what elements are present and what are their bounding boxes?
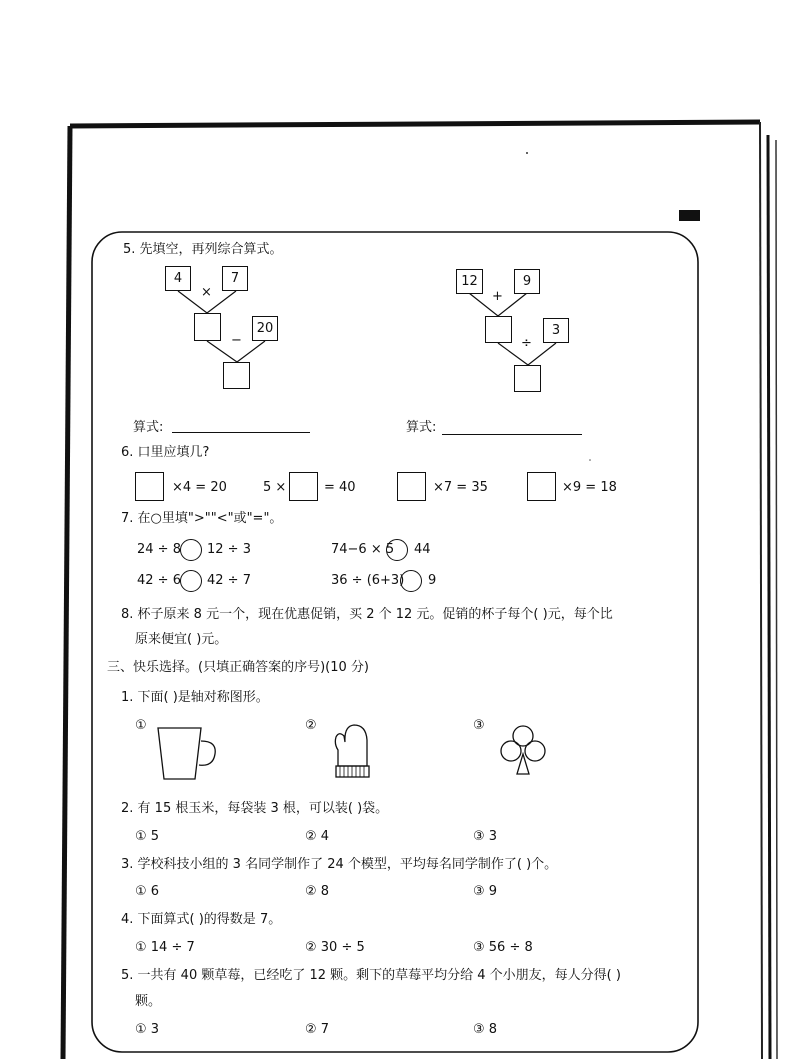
choice2-option-2[interactable]: ② 4 [305, 829, 330, 844]
q7-row3-right: 42 ÷ 7 [207, 573, 251, 588]
q7-row4-left: 36 ÷ (6+3) [331, 573, 405, 588]
tree-right-blank-2[interactable] [514, 365, 541, 392]
q8-line1: 8. 杯子原来 8 元一个，现在优惠促销，买 2 个 12 元。促销的杯子每个( )元，每个比 [121, 607, 613, 622]
q7-circle-4[interactable] [400, 570, 422, 592]
tree-right-b: 9 [514, 269, 540, 294]
q6-item-1: ×4 = 20 [172, 480, 227, 495]
choice1-option-2[interactable]: ② [305, 718, 317, 733]
choice4-option-1[interactable]: ① 14 ÷ 7 [135, 940, 195, 955]
formula-label-left: 算式: [133, 420, 164, 435]
choice4-option-3[interactable]: ③ 56 ÷ 8 [473, 940, 533, 955]
tree-right-op1: + [492, 289, 503, 304]
choice2-option-1[interactable]: ① 5 [135, 829, 160, 844]
q7-row1-left: 24 ÷ 8 [137, 542, 181, 557]
formula-line-right[interactable] [442, 434, 582, 435]
tree-right-op2: ÷ [521, 336, 532, 351]
choice4-question: 4. 下面算式( )的得数是 7。 [121, 912, 282, 927]
q6-blank-2[interactable] [289, 472, 318, 501]
choice2-option-3[interactable]: ③ 3 [473, 829, 498, 844]
choice4-option-2[interactable]: ② 30 ÷ 5 [305, 940, 365, 955]
choice3-option-3[interactable]: ③ 9 [473, 884, 498, 899]
choice1-question: 1. 下面( )是轴对称图形。 [121, 690, 269, 705]
tree-left-b: 7 [222, 266, 248, 291]
q6-blank-3[interactable] [397, 472, 426, 501]
q7-circle-2[interactable] [386, 539, 408, 561]
choice5-question-cont: 颗。 [135, 994, 162, 1009]
q6-item-2b: = 40 [324, 480, 356, 495]
choice3-option-2[interactable]: ② 8 [305, 884, 330, 899]
q7-row2-right: 44 [414, 542, 431, 557]
tree-right-c: 3 [543, 318, 569, 343]
choice3-option-1[interactable]: ① 6 [135, 884, 160, 899]
tree-left-blank-2[interactable] [223, 362, 250, 389]
cup-icon [155, 725, 220, 783]
tree-left-op1: × [201, 285, 212, 300]
choice1-option-3[interactable]: ③ [473, 718, 485, 733]
choice5-option-3[interactable]: ③ 8 [473, 1022, 498, 1037]
q6-blank-1[interactable] [135, 472, 164, 501]
q7-circle-3[interactable] [180, 570, 202, 592]
q7-circle-1[interactable] [180, 539, 202, 561]
tree-left-op2: − [231, 333, 242, 348]
choice5-question: 5. 一共有 40 颗草莓，已经吃了 12 颗。剩下的草莓平均分给 4 个小朋友，每人分得( ) [121, 968, 621, 983]
q7-row4-right: 9 [428, 573, 437, 588]
tree-left-blank-1[interactable] [194, 313, 221, 341]
tab-marker [679, 210, 700, 221]
choice2-question: 2. 有 15 根玉米，每袋装 3 根，可以装( )袋。 [121, 801, 389, 816]
section3-heading: 三、快乐选择。(只填正确答案的序号)(10 分) [107, 660, 369, 675]
q7-row1-right: 12 ÷ 3 [207, 542, 251, 557]
q6-item-2a: 5 × [263, 480, 287, 495]
tree-left-c: 20 [252, 316, 278, 341]
clover-icon [498, 722, 548, 780]
tree-right-a: 12 [456, 269, 483, 294]
q6-blank-4[interactable] [527, 472, 556, 501]
choice5-option-2[interactable]: ② 7 [305, 1022, 330, 1037]
q8-line2: 原来便宜( )元。 [135, 632, 228, 647]
q6-heading: 6. 口里应填几? [121, 445, 210, 460]
tree-right-blank-1[interactable] [485, 316, 512, 343]
q6-item-4: ×9 = 18 [562, 480, 617, 495]
choice1-option-1[interactable]: ① [135, 718, 147, 733]
formula-label-right: 算式: [406, 420, 437, 435]
q6-item-3: ×7 = 35 [433, 480, 488, 495]
formula-line-left[interactable] [172, 432, 310, 433]
choice3-question: 3. 学校科技小组的 3 名同学制作了 24 个模型，平均每名同学制作了( )个。 [121, 857, 558, 872]
mitten-icon [330, 722, 375, 782]
tree-left-a: 4 [165, 266, 191, 291]
q5-heading: 5. 先填空，再列综合算式。 [123, 242, 283, 257]
q7-heading: 7. 在○里填">""<"或"="。 [121, 511, 283, 526]
choice5-option-1[interactable]: ① 3 [135, 1022, 160, 1037]
q7-row2-left: 74−6 × 5 [331, 542, 395, 557]
q7-row3-left: 42 ÷ 6 [137, 573, 181, 588]
